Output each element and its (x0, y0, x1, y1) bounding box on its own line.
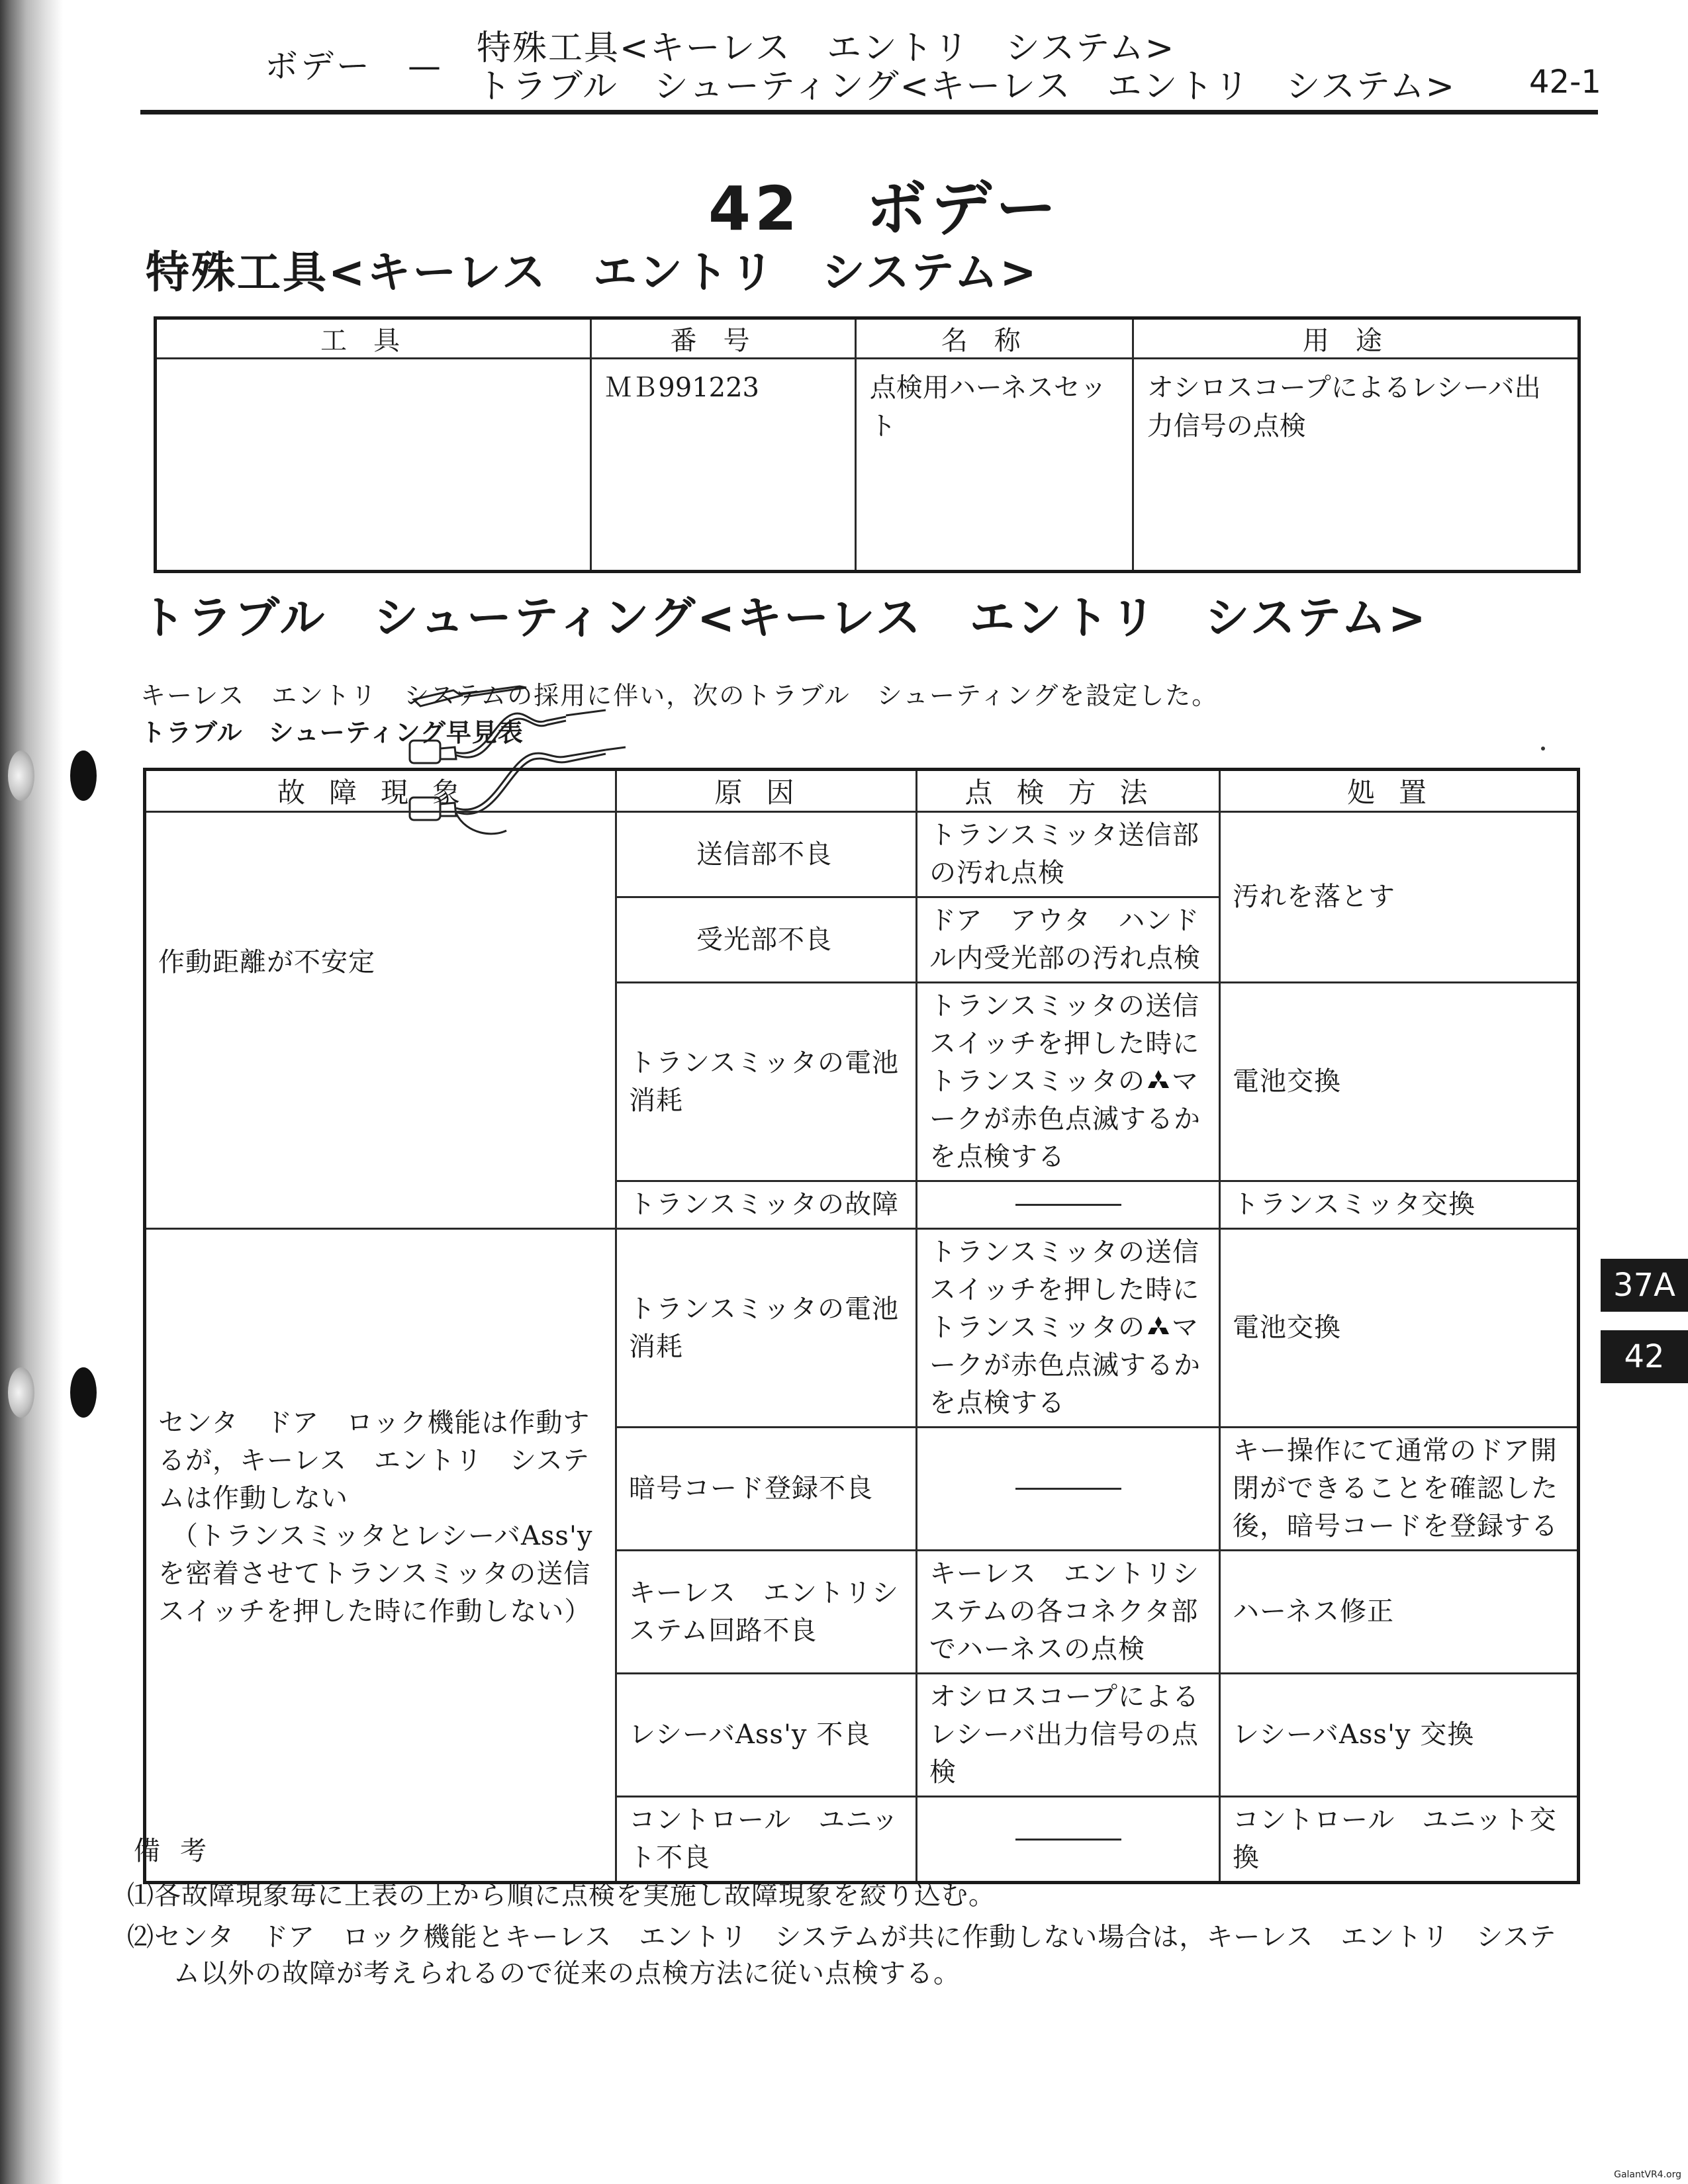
remarks-heading: 備考 (134, 1836, 226, 1866)
cause-cell: トランスミッタの故障 (616, 1181, 917, 1229)
cause-cell: 受光部不良 (616, 897, 917, 983)
page-number: 42-1 (1529, 64, 1601, 101)
column-header-usage: 用途 (1133, 318, 1579, 359)
cause-cell: トランスミッタの電池消耗 (616, 983, 917, 1181)
symptom-note: （トランスミッタとレシーバAss'yを密着させてトランスミッタの送信スイッチを押した時に作動しない） (158, 1521, 593, 1627)
cause-cell: レシーバAss'y 不良 (616, 1674, 917, 1797)
remedy-cell: 電池交換 (1220, 983, 1579, 1181)
tool-image-cell (156, 359, 591, 572)
punch-hole-left-upper (8, 751, 34, 801)
check-text-before-logo: トランスミッタの送信スイッチを押した時にトランスミッタの (929, 991, 1200, 1097)
troubleshooting-intro: キーレス エントリ システムの採用に伴い，次のトラブル シューティングを設定した。 (140, 681, 1219, 710)
table-row (156, 359, 1579, 572)
remark-item-2: ⑵センタ ドア ロック機能とキーレス エントリ システムが共に作動しない場合は，キーレス エントリ システ (127, 1922, 1557, 1952)
cause-cell: コントロール ユニット不良 (616, 1797, 917, 1883)
column-header-check: 点検方法 (917, 770, 1220, 812)
check-text-after-logo: マークが赤色点滅するかを点検する (929, 1312, 1201, 1418)
cause-cell: 送信部不良 (616, 812, 917, 897)
empty-dash (1015, 1839, 1121, 1841)
header-line-1: 特殊工具<キーレス エントリ システム> (477, 28, 1176, 68)
check-cell: キーレス エントリシステムの各コネクタ部でハーネスの点検 (917, 1551, 1220, 1674)
remedy-cell: 電池交換 (1220, 1229, 1579, 1428)
check-text-after-logo: マークが赤色点滅するかを点検する (929, 1066, 1201, 1172)
punch-hole-right-upper (70, 751, 97, 801)
special-tools-header-row (156, 318, 1579, 359)
punch-hole-left-lower (8, 1367, 34, 1418)
check-cell: ドア アウタ ハンドル内受光部の汚れ点検 (917, 897, 1220, 983)
mitsubishi-logo-icon (1145, 1070, 1172, 1093)
check-cell-empty (917, 1797, 1220, 1883)
remark-item-1: ⑴各故障現象毎に上表の上から順に点検を実施し故障現象を絞り込む。 (127, 1880, 996, 1911)
side-tab-37a: 37A (1601, 1259, 1688, 1312)
check-text-before-logo: トランスミッタの送信スイッチを押した時にトランスミッタの (929, 1237, 1200, 1343)
tool-usage: オシロスコープによるレシーバ出力信号の点検 (1133, 359, 1579, 572)
remedy-cell: コントロール ユニット交換 (1220, 1797, 1579, 1883)
check-cell-empty (917, 1181, 1220, 1229)
column-header-remedy: 処置 (1220, 770, 1579, 812)
header-rule (140, 110, 1598, 114)
remedy-cell: キー操作にて通常のドア開閉ができることを確認した後，暗号コードを登録する (1220, 1428, 1579, 1551)
stray-mark (1541, 747, 1545, 751)
symptom-line: センタ ドア ロック機能は作動するが，キーレス エントリ システムは作動しない (158, 1408, 590, 1514)
chapter-title: 42 ボデー (708, 173, 1061, 244)
troubleshooting-table (143, 768, 1580, 1884)
remedy-cell: レシーバAss'y 交換 (1220, 1674, 1579, 1797)
empty-dash (1015, 1488, 1121, 1490)
remedy-cell: 汚れを落とす (1220, 812, 1579, 983)
check-cell-empty (917, 1428, 1220, 1551)
tool-number: ＭＢ991223 (591, 359, 855, 572)
header-section: ボデー — (265, 47, 444, 85)
table-row (145, 1229, 1579, 1428)
column-header-cause: 原因 (616, 770, 917, 812)
cause-cell: トランスミッタの電池消耗 (616, 1229, 917, 1428)
header-line-2: トラブル シューティング<キーレス エントリ システム> (477, 67, 1456, 107)
special-tools-title: 特殊工具<キーレス エントリ システム> (146, 247, 1039, 298)
column-header-symptom: 故障現象 (145, 770, 616, 812)
column-header-name: 名称 (855, 318, 1133, 359)
check-cell: トランスミッタ送信部の汚れ点検 (917, 812, 1220, 897)
troubleshooting-header-row (145, 770, 1579, 812)
remedy-cell: ハーネス修正 (1220, 1551, 1579, 1674)
cause-cell: 暗号コード登録不良 (616, 1428, 917, 1551)
table-row (145, 812, 1579, 897)
check-cell (917, 1229, 1220, 1428)
check-cell: オシロスコープによるレシーバ出力信号の点検 (917, 1674, 1220, 1797)
side-tab-42: 42 (1601, 1330, 1688, 1383)
quick-reference-title: トラブル シューティング早見表 (140, 718, 524, 747)
remedy-cell: トランスミッタ交換 (1220, 1181, 1579, 1229)
mitsubishi-logo-icon (1145, 1316, 1172, 1339)
column-header-number: 番号 (591, 318, 855, 359)
cause-cell: キーレス エントリシステム回路不良 (616, 1551, 917, 1674)
tool-name: 点検用ハーネスセット (855, 359, 1133, 572)
special-tools-table (154, 316, 1581, 573)
punch-hole-right-lower (70, 1367, 97, 1418)
empty-dash (1015, 1204, 1121, 1206)
remark-item-2-continued: ム以外の故障が考えられるので従来の点検方法に従い点検する。 (173, 1958, 961, 1989)
column-header-tool: 工具 (156, 318, 591, 359)
check-cell (917, 983, 1220, 1181)
troubleshooting-title: トラブル シューティング<キーレス エントリ システム> (140, 592, 1428, 645)
footer-watermark: GalantVR4.org (1614, 2169, 1681, 2180)
binding-edge-shadow (0, 0, 63, 2184)
symptom-keyless-not-working (145, 1229, 616, 1883)
symptom-unstable-range: 作動距離が不安定 (145, 812, 616, 1229)
